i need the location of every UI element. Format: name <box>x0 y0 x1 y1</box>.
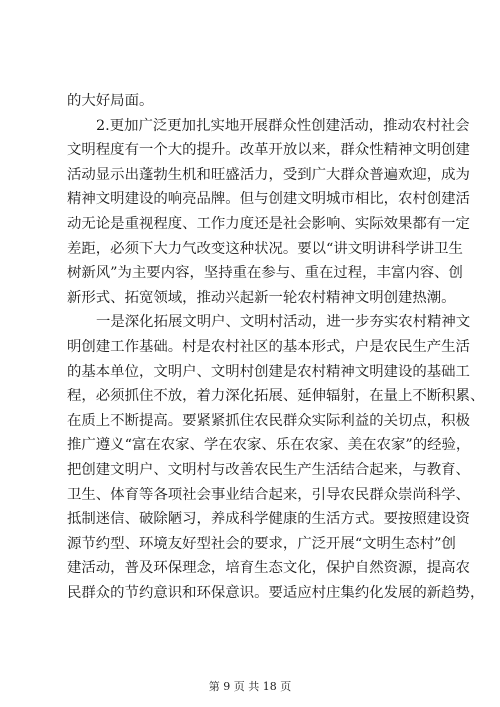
text-line: 建活动，普及环保理念，培育生态文化，保护自然资源，提高农 <box>67 560 470 577</box>
text-line: 动无论是重视程度、工作力度还是社会影响、实际效果都有一定 <box>67 215 470 232</box>
text-line: 差距，必须下大力气改变这种状况。要以“讲文明讲科学讲卫生 <box>67 240 463 257</box>
text-line: 程，必须抓住不放，着力深化拓展、延伸辐射，在量上不断积累、 <box>67 388 485 405</box>
text-line: 在质上不断提高。要紧紧抓住农民群众实际利益的关切点，积极 <box>67 412 470 429</box>
text-line: 2.更加广泛更加扎实地开展群众性创建活动，推动农村社会 <box>96 117 470 134</box>
document-body <box>67 89 485 605</box>
text-line: 活动显示出蓬勃生机和旺盛活力，受到广大群众普遍欢迎，成为 <box>67 166 470 183</box>
page-footer: 第 9 页 共 18 页 <box>208 680 292 693</box>
text-line: 民群众的节约意识和环保意识。要适应村庄集约化发展的新趋势， <box>67 584 485 601</box>
text-line: 推广遵义“富在农家、学在农家、乐在农家、美在农家”的经验， <box>67 437 471 454</box>
text-line: 新形式、拓宽领域，推动兴起新一轮农村精神文明创建热潮。 <box>67 289 456 306</box>
text-line: 的基本单位，文明户、文明村创建是农村精神文明建设的基础工 <box>67 363 470 380</box>
text-line: 明创建工作基础。村是农村社区的基本形式，户是农民生产生活 <box>67 338 470 355</box>
text-line: 源节约型、环境友好型社会的要求，广泛开展“文明生态村”创 <box>67 535 456 552</box>
text-line: 精神文明建设的响亮品牌。但与创建文明城市相比，农村创建活 <box>67 191 470 208</box>
text-line: 抵制迷信、破除陋习，养成科学健康的生活方式。要按照建设资 <box>67 511 470 528</box>
text-line: 树新风”为主要内容，坚持重在参与、重在过程，丰富内容、创 <box>67 265 463 282</box>
text-line: 把创建文明户、文明村与改善农民生产生活结合起来，与教育、 <box>67 461 470 478</box>
text-line: 一是深化拓展文明户、文明村活动，进一步夯实农村精神文 <box>96 314 471 331</box>
text-line: 的大好局面。 <box>67 93 154 109</box>
text-line: 文明程度有一个大的提升。改革开放以来，群众性精神文明创建 <box>67 142 470 159</box>
text-line: 卫生、体育等各项社会事业结合起来，引导农民群众崇尚科学、 <box>67 486 470 503</box>
